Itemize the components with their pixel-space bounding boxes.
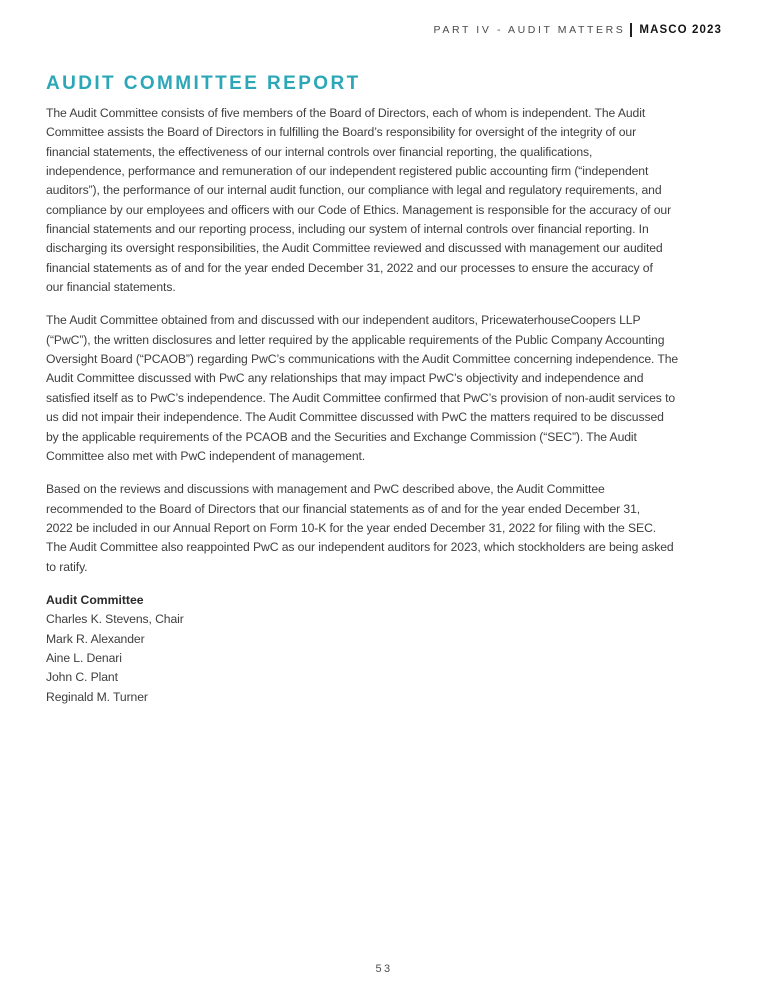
paragraph-line: independence, performance and remuneration of our independent registered public accounting firm (“independent <box>46 164 649 179</box>
paragraph-line: The Audit Committee consists of five members of the Board of Directors, each of whom is independent. The Audit <box>46 106 646 120</box>
paragraph-line: auditors”), the performance of our internal audit function, our compliance with legal and regulatory requirements, and <box>46 183 662 198</box>
paragraph-line: recommended to the Board of Directors that our financial statements as of and for the year ended December 31, <box>46 501 641 516</box>
paragraph-1 <box>46 104 746 297</box>
header-brand: MASCO 2023 <box>639 24 722 36</box>
committee-member: Reginald M. Turner <box>46 689 148 704</box>
signature-heading: Audit Committee <box>46 592 144 607</box>
header-section-label: PART IV - AUDIT MATTERS <box>433 24 626 36</box>
paragraph-line: (“PwC”), the written disclosures and letter required by the applicable requirements of the Public Company Accounting <box>46 332 665 347</box>
paragraph-line: Committee assists the Board of Directors in fulfilling the Board’s responsibility for oversight of the integrity of our <box>46 125 637 140</box>
paragraph-line: Oversight Board (“PCAOB”) regarding PwC’s communications with the Audit Committee concerning independence. The <box>46 352 679 367</box>
paragraph-line: Based on the reviews and discussions with management and PwC described above, the Audit Committee <box>46 482 605 497</box>
paragraph-line: satisfied itself as to PwC’s independence. The Audit Committee confirmed that PwC’s provision of non-audit services to <box>46 390 676 405</box>
report-body <box>46 104 746 707</box>
paragraph-line: us did not impair their independence. The Audit Committee discussed with PwC the matters required to be discussed <box>46 410 664 425</box>
committee-member: Aine L. Denari <box>46 650 122 665</box>
page-number: 53 <box>375 963 393 975</box>
paragraph-line: financial statements as of and for the year ended December 31, 2022 and our processes to ensure the accuracy of <box>46 260 653 275</box>
paragraph-line: compliance by our employees and officers with our Code of Ethics. Management is responsible for the accuracy of our <box>46 202 672 217</box>
paragraph-line: financial statements and our reporting process, including our system of internal controls over financial reporting. In <box>46 222 649 237</box>
paragraph-3 <box>46 480 746 577</box>
paragraph-line: to ratify. <box>46 559 88 574</box>
paragraph-2 <box>46 311 746 466</box>
page-title: AUDIT COMMITTEE REPORT <box>46 73 361 94</box>
page-footer <box>0 959 768 977</box>
paragraph-line: 2022 be included in our Annual Report on Form 10-K for the year ended December 31, 2022 for filing with the SEC. <box>46 520 657 535</box>
committee-member: Mark R. Alexander <box>46 631 145 646</box>
running-header <box>434 23 722 37</box>
paragraph-line: financial statements, the effectiveness of our internal controls over financial reporting, the qualifications, <box>46 144 593 159</box>
paragraph-line: Audit Committee discussed with PwC any relationships that may impact PwC’s objectivity and independence and <box>46 371 644 386</box>
paragraph-line: by the applicable requirements of the PCAOB and the Securities and Exchange Commission (“SEC”). The Audit <box>46 429 637 444</box>
committee-member: Charles K. Stevens, Chair <box>46 612 184 627</box>
signature-block <box>46 591 746 707</box>
committee-member: John C. Plant <box>46 670 118 685</box>
paragraph-line: The Audit Committee also reappointed PwC as our independent auditors for 2023, which stockholders are being asked <box>46 540 674 555</box>
paragraph-line: Committee also met with PwC independent of management. <box>46 448 366 463</box>
paragraph-line: our financial statements. <box>46 280 176 295</box>
paragraph-line: The Audit Committee obtained from and discussed with our independent auditors, PricewaterhouseCoopers LLP <box>46 313 641 328</box>
header-divider <box>630 23 632 37</box>
paragraph-line: discharging its oversight responsibilities, the Audit Committee reviewed and discussed with management our audited <box>46 241 663 256</box>
